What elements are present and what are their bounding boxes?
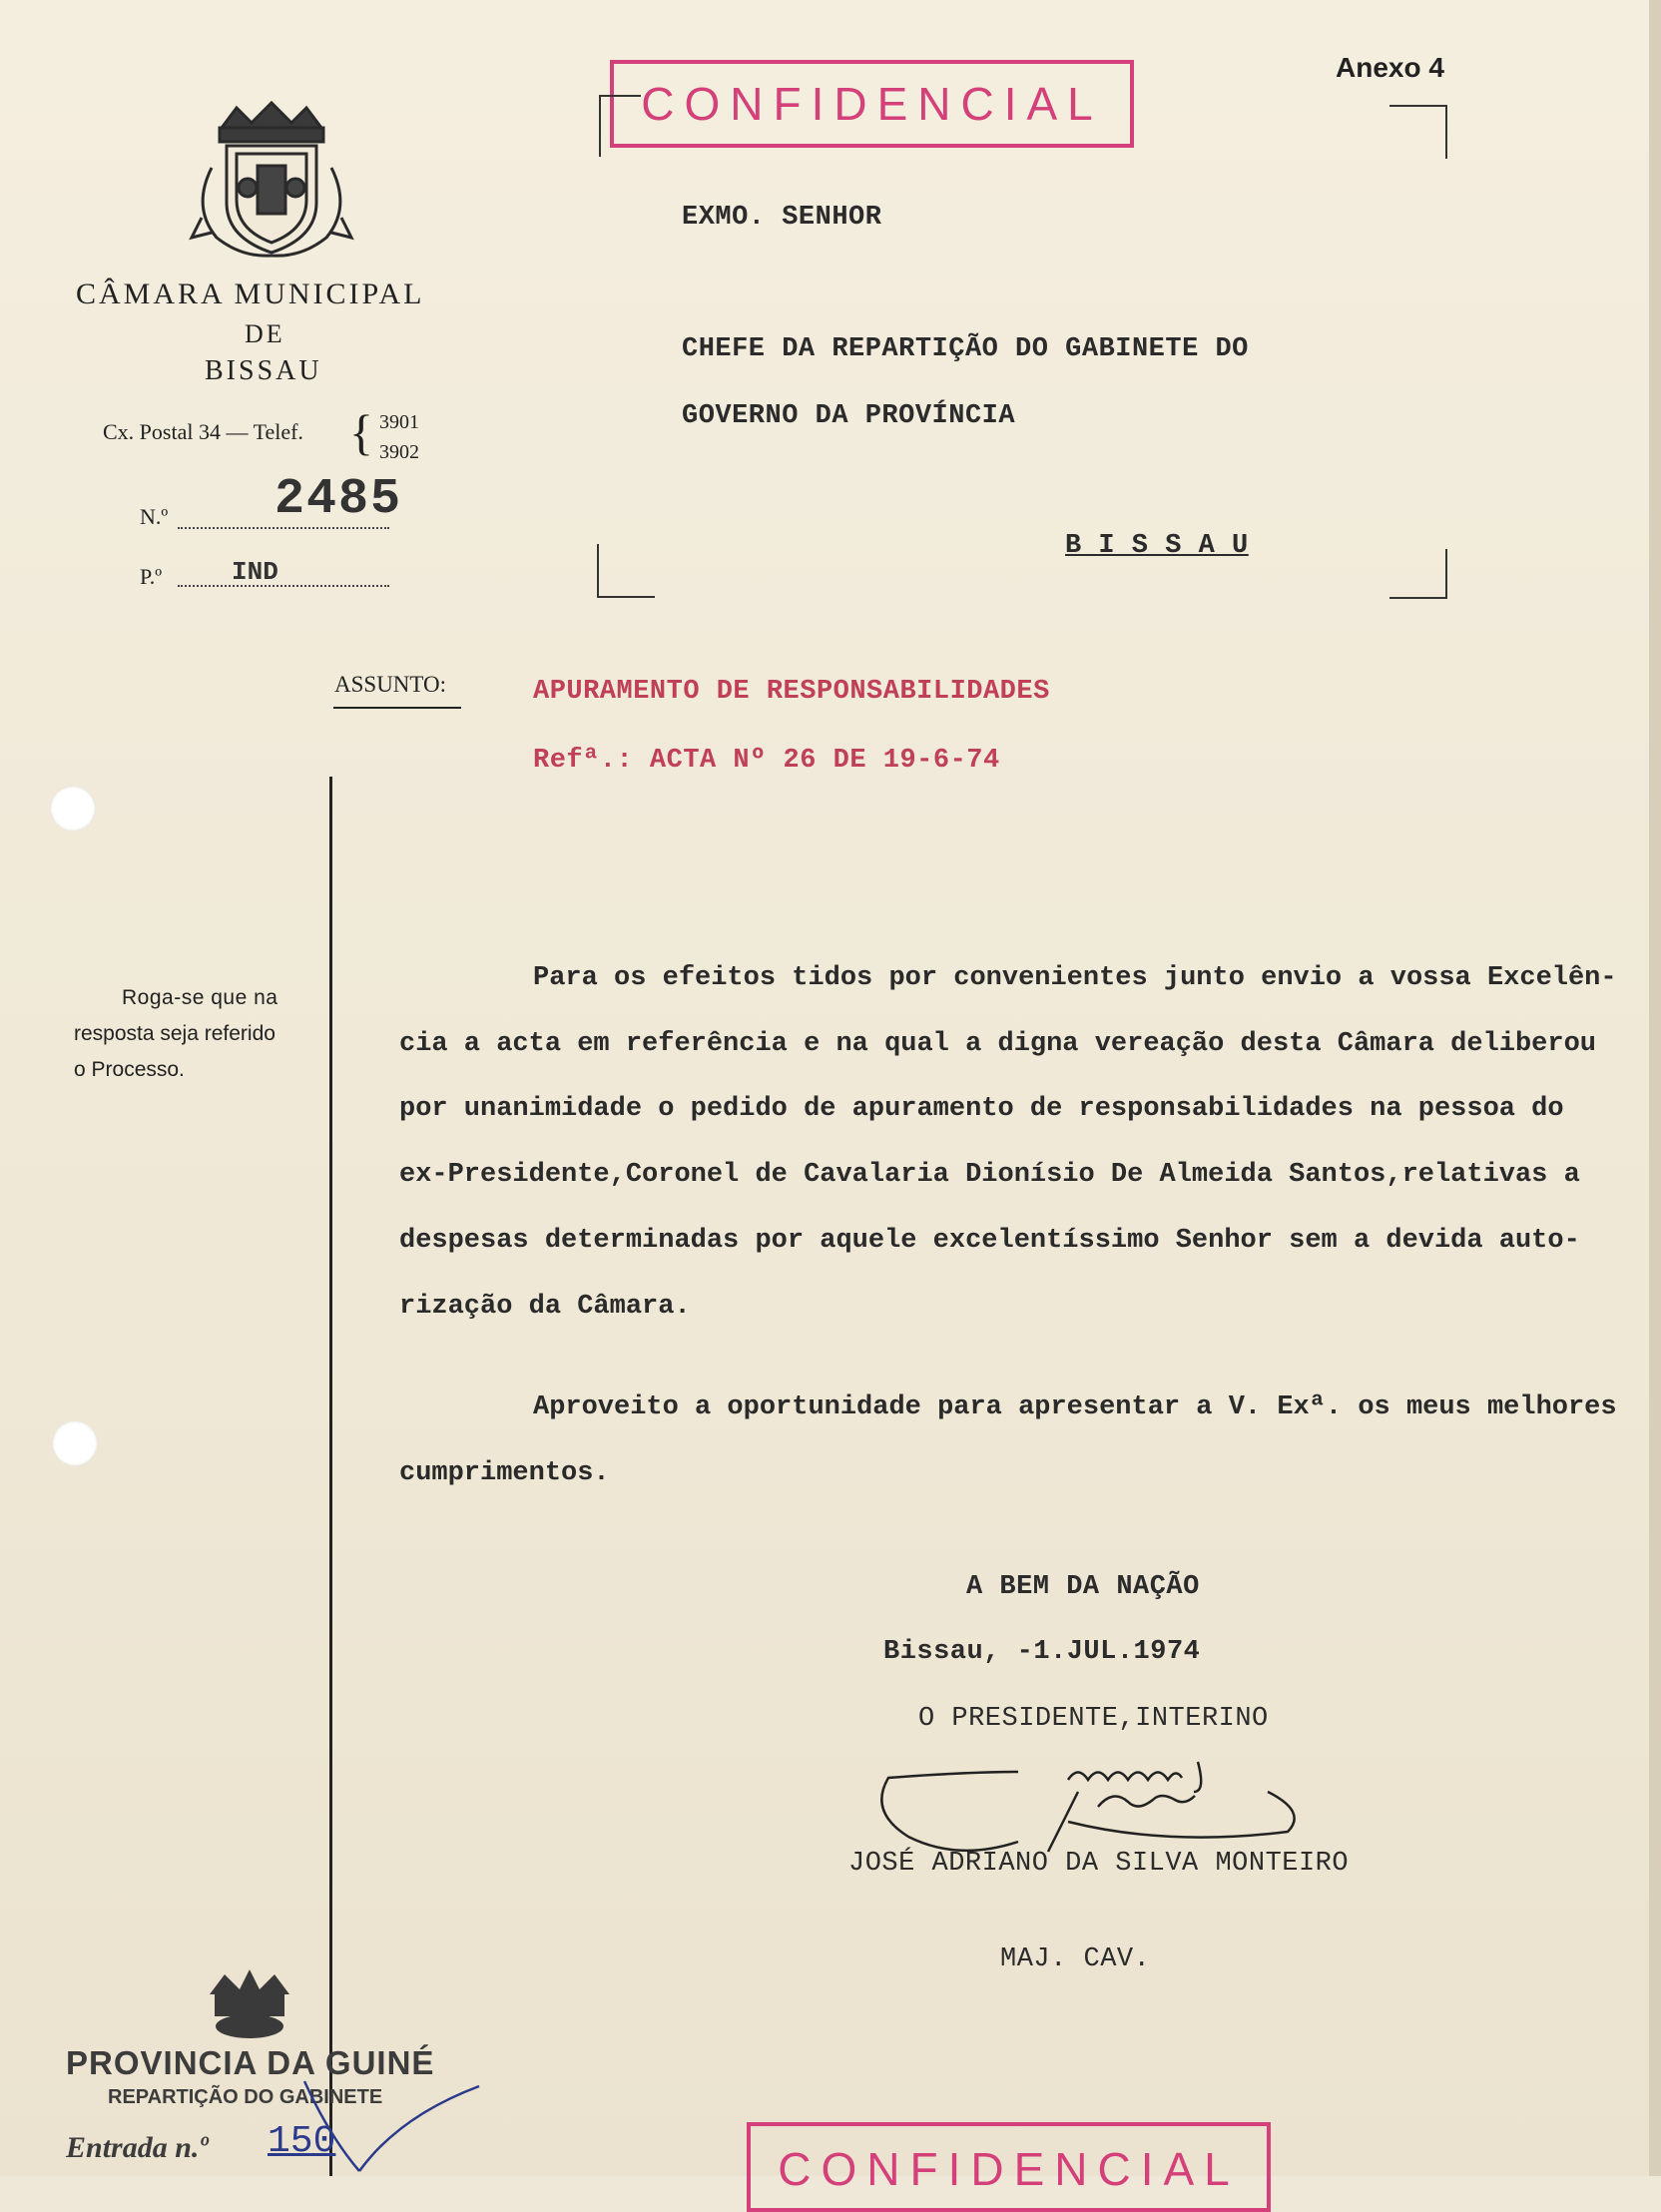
process-label: P.º <box>140 564 163 589</box>
body-p1-line4: ex-Presidente,Coronel de Cavalaria Dionísio De Almeida Santos,relativas a <box>399 1160 1580 1190</box>
bracket-bottom-left <box>597 544 655 598</box>
sidebar-note-line2: resposta seja referido <box>74 1022 276 1045</box>
subject-label-underline <box>333 707 461 709</box>
signatory-rank: MAJ. CAV. <box>1000 1944 1151 1974</box>
body-p2-line2: cumprimentos. <box>399 1458 610 1488</box>
phone-number-2: 3902 <box>379 441 419 463</box>
recipient-city: B I S S A U <box>1065 531 1249 561</box>
body-p1-line2: cia a acta em referência e na qual a digna vereação desta Câmara deliberou <box>399 1029 1596 1059</box>
document-number: 2485 <box>275 471 403 528</box>
body-p1-line6: rização da Câmara. <box>399 1292 691 1322</box>
sidebar-note-line3: o Processo. <box>74 1058 185 1081</box>
punch-hole-bottom <box>52 1420 98 1466</box>
body-p2-line1: Aproveito a oportunidade para apresentar a V. Exª. os meus melhores <box>533 1392 1617 1422</box>
sidebar-note-line1: Roga-se que na <box>122 986 278 1009</box>
recipient-line1: CHEFE DA REPARTIÇÃO DO GABINETE DO <box>682 334 1249 364</box>
bracket-top-left <box>599 95 641 157</box>
letterhead-line1: CÂMARA MUNICIPAL <box>76 277 425 310</box>
receipt-stamp-line2: REPARTIÇÃO DO GABINETE <box>108 2086 383 2108</box>
subject-title: APURAMENTO DE RESPONSABILIDADES <box>533 677 1050 707</box>
bracket-bottom-right <box>1389 549 1447 599</box>
body-p1-line3: por unanimidade o pedido de apuramento de responsabilidades na pessoa do <box>399 1094 1564 1124</box>
postal-info: Cx. Postal 34 — Telef. <box>103 419 303 444</box>
salutation: EXMO. SENHOR <box>682 203 882 233</box>
page-edge <box>1649 0 1661 2176</box>
coat-of-arms-icon <box>182 88 361 263</box>
phone-number-1: 3901 <box>379 411 419 433</box>
phone-brace: { <box>349 404 373 460</box>
body-p1-line5: despesas determinadas por aquele excelentíssimo Senhor sem a devida auto- <box>399 1226 1580 1256</box>
confidential-stamp-top: CONFIDENCIAL <box>610 60 1134 148</box>
punch-hole-top <box>50 786 96 831</box>
recipient-line2: GOVERNO DA PROVÍNCIA <box>682 401 1016 431</box>
subject-label: ASSUNTO: <box>334 672 447 697</box>
process-value: IND <box>232 557 278 587</box>
signature-icon <box>868 1752 1328 1862</box>
margin-rule <box>329 777 332 2176</box>
body-p1-line1: Para os efeitos tidos por convenientes junto envio a vossa Excelên- <box>533 963 1617 993</box>
annex-label: Anexo 4 <box>1336 52 1444 83</box>
process-line <box>178 585 389 587</box>
closing-date: Bissau, -1.JUL.1974 <box>883 1637 1201 1667</box>
letterhead-line3: BISSAU <box>205 355 322 386</box>
receipt-entry-label: Entrada n.º <box>66 2131 209 2164</box>
closing-motto: A BEM DA NAÇÃO <box>966 1572 1200 1602</box>
letterhead-line2: DE <box>245 319 285 348</box>
bracket-top-right <box>1389 105 1447 159</box>
subject-reference: Refª.: ACTA Nº 26 DE 19-6-74 <box>533 746 1000 776</box>
closing-role: O PRESIDENTE,INTERINO <box>918 1704 1269 1734</box>
number-label: N.º <box>140 504 169 529</box>
receipt-stamp-line1: PROVINCIA DA GUINÉ <box>66 2044 435 2081</box>
signatory-name: JOSÉ ADRIANO DA SILVA MONTEIRO <box>848 1849 1350 1879</box>
small-arms-icon <box>200 1964 299 2044</box>
receipt-entry-value: 150 <box>268 2120 336 2163</box>
confidential-stamp-bottom: CONFIDENCIAL <box>747 2122 1271 2212</box>
blue-pen-mark-icon <box>299 2076 489 2176</box>
